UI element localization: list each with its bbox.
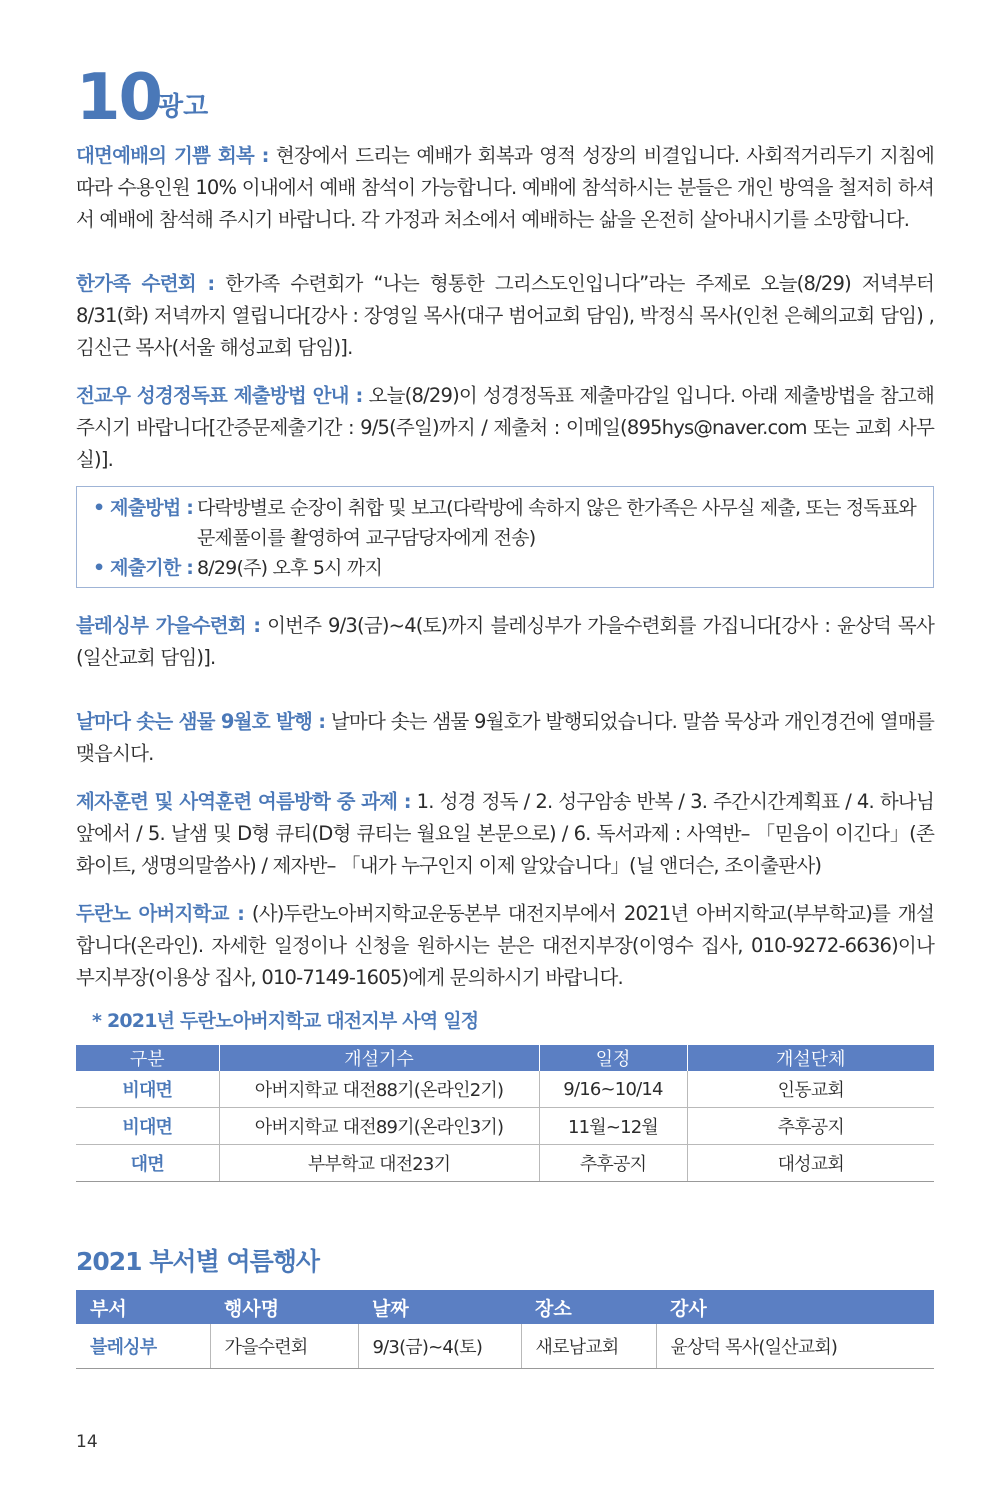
submission-method-row <box>93 493 917 553</box>
notice-label: 대면예배의 기쁨 회복 : <box>76 144 269 167</box>
table-cell: 부부학교 대전23기 <box>219 1145 539 1182</box>
notice-paragraph <box>76 898 934 994</box>
notice-text: 오늘(8/29)이 성경정독표 제출마감일 입니다. 아래 제출방법을 참고해주시기 바랍니다[간증문제출기간 : 9/5(주일)까지 / 제출처 : 이메일(895hys@naver.com 또는 교회 사무실)]. <box>76 384 934 471</box>
table-header-cell: 일정 <box>539 1045 687 1071</box>
notice-label: 두란노 아버지학교 : <box>76 902 245 925</box>
table-header-cell: 행사명 <box>210 1290 358 1324</box>
notice-label: 제자훈련 및 사역훈련 여름방학 중 과제 : <box>76 790 411 813</box>
schedule-header-row <box>76 1045 934 1071</box>
table-cell-dept: 블레싱부 <box>76 1324 210 1369</box>
notice-label: 날마다 솟는 샘물 9월호 발행 : <box>76 710 326 733</box>
summer-events-header-row <box>76 1290 934 1324</box>
schedule-title: * 2021년 두란노아버지학교 대전지부 사역 일정 <box>92 1010 479 1032</box>
table-cell: 추후공지 <box>539 1145 687 1182</box>
table-cell: 아버지학교 대전88기(온라인2기) <box>219 1071 539 1108</box>
table-header-cell: 구분 <box>76 1045 219 1071</box>
submission-method-text: 다락방별로 순장이 취합 및 보고(다락방에 속하지 않은 한가족은 사무실 제출, 또는 정독표와 문제풀이를 촬영하여 교구담당자에게 전송) <box>197 497 916 549</box>
table-cell-type: 대면 <box>76 1145 219 1182</box>
notice-text: 1. 성경 정독 / 2. 성구암송 반복 / 3. 주간시간계획표 / 4. 하나님 앞에서 / 5. 날샘 및 D형 큐티(D형 큐티는 월요일 본문으로) / 6. 독서과제 : 사역반– 「믿음이 이긴다」(존 화이트, 생명의말씀사) / 제자반– 「내가 누구인지 이제 알았습니다」(닐 앤더슨, 조이출판사) <box>76 790 934 877</box>
table-cell: 추후공지 <box>687 1108 934 1145</box>
notice-label: 한가족 수련회 : <box>76 272 215 295</box>
notice-text: (사)두란노아버지학교운동본부 대전지부에서 2021년 아버지학교(부부학교)를 개설합니다(온라인). 자세한 일정이나 신청을 원하시는 분은 대전지부장(이영수 집사, 010-9272-6636)이나 부지부장(이용상 집사, 010-7149-1605)에게 문의하시기 바랍니다. <box>76 902 934 989</box>
table-cell: 인동교회 <box>687 1071 934 1108</box>
table-cell: 새로남교회 <box>521 1324 656 1369</box>
notice-text: 이번주 9/3(금)~4(토)까지 블레싱부가 가을수련회를 가집니다[강사 : 윤상덕 목사(일산교회 담임)]. <box>76 614 935 669</box>
table-cell-type: 비대면 <box>76 1071 219 1108</box>
notice-text: 현장에서 드리는 예배가 회복과 영적 성장의 비결입니다. 사회적거리두기 지침에 따라 수용인원 10% 이내에서 예배 참석이 가능합니다. 예배에 참석하시는 분들은 개인 방역을 철저히 하셔서 예배에 참석해 주시기 바랍니다. 각 가정과 처소에서 예배하는 삶을 온전히 살아내시기를 소망합니다. <box>76 144 934 231</box>
page-number: 14 <box>76 1432 98 1452</box>
table-cell: 가을수련회 <box>210 1324 358 1369</box>
table-cell: 11월~12월 <box>539 1108 687 1145</box>
table-header-cell: 강사 <box>656 1290 934 1324</box>
section-title: 광고 <box>158 92 209 122</box>
section-number: 10 <box>76 61 162 135</box>
notice-paragraph <box>76 380 934 476</box>
submission-method-label: • 제출방법 : <box>93 497 193 519</box>
notice-paragraph <box>76 140 934 236</box>
notice-text: 날마다 솟는 샘물 9월호가 발행되었습니다. 말씀 묵상과 개인경건에 열매를 맺읍시다. <box>76 710 935 765</box>
table-cell: 9/16~10/14 <box>539 1071 687 1108</box>
table-row <box>76 1071 934 1108</box>
table-row <box>76 1108 934 1145</box>
table-header-cell: 개설기수 <box>219 1045 539 1071</box>
table-header-cell: 부서 <box>76 1290 210 1324</box>
table-cell: 9/3(금)~4(토) <box>358 1324 521 1369</box>
table-cell: 윤상덕 목사(일산교회) <box>656 1324 934 1369</box>
notice-label: 블레싱부 가을수련회 : <box>76 614 261 637</box>
table-cell-type: 비대면 <box>76 1108 219 1145</box>
table-row <box>76 1145 934 1182</box>
schedule-table <box>76 1045 934 1182</box>
notice-paragraph <box>76 706 934 770</box>
notice-paragraph <box>76 268 934 364</box>
table-header-cell: 장소 <box>521 1290 656 1324</box>
submission-box <box>76 486 934 588</box>
table-header-cell: 개설단체 <box>687 1045 934 1071</box>
table-header-cell: 날짜 <box>358 1290 521 1324</box>
notice-label: 전교우 성경정독표 제출방법 안내 : <box>76 384 363 407</box>
table-cell: 대성교회 <box>687 1145 934 1182</box>
notice-paragraph <box>76 610 934 674</box>
notice-content <box>76 140 934 1369</box>
submission-deadline-row <box>93 553 917 583</box>
summer-events-title: 2021 부서별 여름행사 <box>76 1247 320 1276</box>
submission-deadline-label: • 제출기한 : <box>93 557 193 579</box>
notice-text: 한가족 수련회가 “나는 형통한 그리스도인입니다”라는 주제로 오늘(8/29) 저녁부터 8/31(화) 저녁까지 열립니다[강사 : 장영일 목사(대구 범어교회 담임), 박정식 목사(인천 은혜의교회 담임) , 김신근 목사(서울 해성교회 담임)]. <box>76 272 934 359</box>
table-cell: 아버지학교 대전89기(온라인3기) <box>219 1108 539 1145</box>
summer-events-table <box>76 1290 934 1369</box>
notice-paragraph <box>76 786 934 882</box>
table-row <box>76 1324 934 1369</box>
submission-deadline-text: 8/29(주) 오후 5시 까지 <box>197 557 383 579</box>
